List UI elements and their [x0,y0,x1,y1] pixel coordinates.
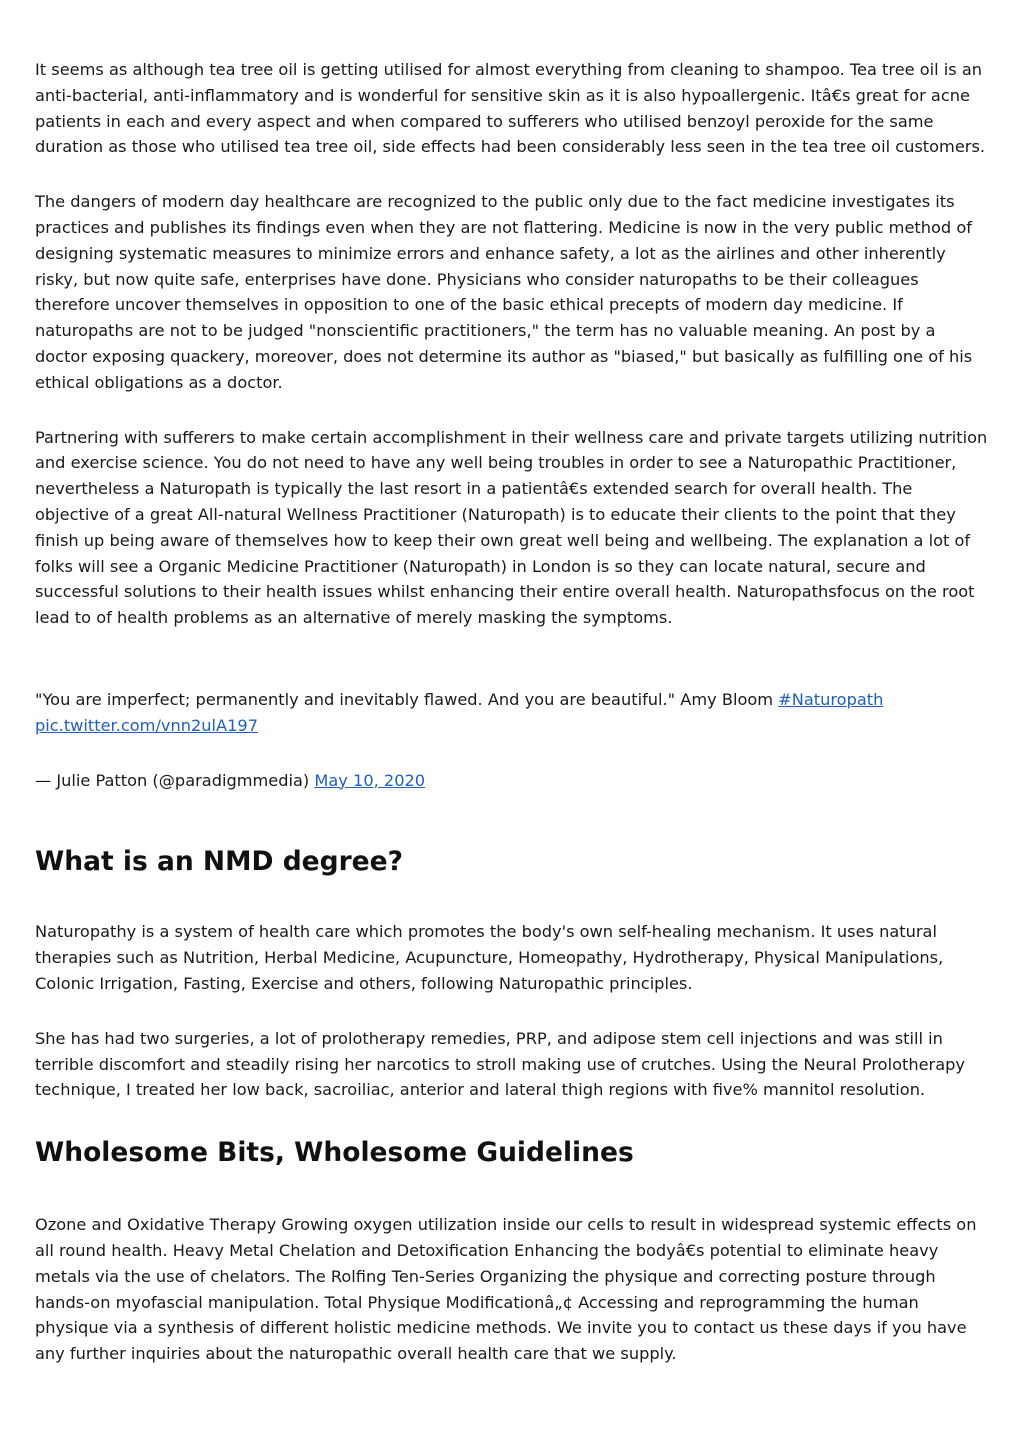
paragraph-surgeries: She has had two surgeries, a lot of prolotherapy remedies, PRP, and adipose stem cell injections and was still in terrible discomfort and steadily rising her narcotics to stroll making use of crutches. Using the Neural Prolotherapy technique, I treated her low back, sacroiliac, anterior and lateral thigh regions with five% mannitol resolution. [35,1028,965,1100]
tweet-quote-text: "You are imperfect; permanently and inevitably flawed. And you are beautiful." Amy Bloom [35,689,779,709]
heading-wholesome-bits: Wholesome Bits, Wholesome Guidelines [35,1137,634,1169]
paragraph-partnering: Partnering with sufferers to make certain accomplishment in their wellness care and private targets utilizing nutrition and exercise science. You do not need to have any well being troubles in order to see a Naturopathic Practitioner, nevertheless a Naturopath is typically the last resort in a patientâ€s extended search for overall health. The objective of a great All-natural Wellness Practitioner (Naturopath) is to educate their clients to the point that they finish up being aware of themselves how to keep their own great well being and wellbeing. The explanation a lot of folks will see a Organic Medicine Practitioner (Naturopath) in London is so they can locate natural, secure and successful solutions to their health issues whilst enhancing their entire overall health. Naturopathsfocus on the root lead to of health problems as an alternative of merely masking the symptoms. [35,427,988,628]
paragraph-tea-tree-oil: It seems as although tea tree oil is getting utilised for almost everything from cleaning to shampoo. Tea tree oil is an anti-bacterial, anti-inflammatory and is wonderful for sensitive skin as it is also hypoallergenic. Itâ€s great for acne patients in each and every aspect and when compared to sufferers who utilised benzoyl peroxide for the same duration as those who utilised tea tree oil, side effects had been considerably less seen in the tea tree oil customers. [35,60,986,157]
tweet-attribution [35,768,988,794]
tweet-author: — Julie Patton (@paradigmmedia) [35,770,315,790]
paragraph-ozone-therapy: Ozone and Oxidative Therapy Growing oxygen utilization inside our cells to result in widespread systemic effects on all round health. Heavy Metal Chelation and Detoxification Enhancing the bodyâ€s potential to eliminate heavy metals via the use of chelators. The Rolfing Ten-Series Organizing the physique and correcting posture through hands-on myofascial manipulation. Total Physique Modificationâ„¢ Accessing and reprogramming the human physique via a synthesis of different holistic medicine methods. We invite you to contact us these days if you have any further inquiries about the naturopathic overall health care that we supply. [35,1215,977,1364]
tweet-quote-block [35,687,988,739]
heading-nmd-degree: What is an NMD degree? [35,846,403,878]
pic-twitter-link[interactable]: pic.twitter.com/vnn2ulA197 [35,715,259,735]
hashtag-link[interactable]: #Naturopath [778,689,884,709]
tweet-date-link[interactable]: May 10, 2020 [314,770,426,790]
paragraph-modern-healthcare: The dangers of modern day healthcare are recognized to the public only due to the fact medicine investigates its practices and publishes its findings even when they are not flattering. Medicine is now in the very public method of designing systematic measures to minimize errors and enhance safety, a lot as the airlines and other inherently risky, but now quite safe, enterprises have done. Physicians who consider naturopaths to be their colleagues therefore uncover themselves in opposition to one of the basic ethical precepts of modern day medicine. If naturopaths are not to be judged "nonscientific practitioners," the term has no valuable meaning. An post by a doctor exposing quackery, moreover, does not determine its author as "biased," but basically as fulfilling one of his ethical obligations as a doctor. [35,192,973,392]
paragraph-naturopathy-system: Naturopathy is a system of health care which promotes the body's own self-healing mechanism. It uses natural therapies such as Nutrition, Herbal Medicine, Acupuncture, Homeopathy, Hydrotherapy, Physical Manipulations, Colonic Irrigation, Fasting, Exercise and others, following Naturopathic principles. [35,922,944,993]
